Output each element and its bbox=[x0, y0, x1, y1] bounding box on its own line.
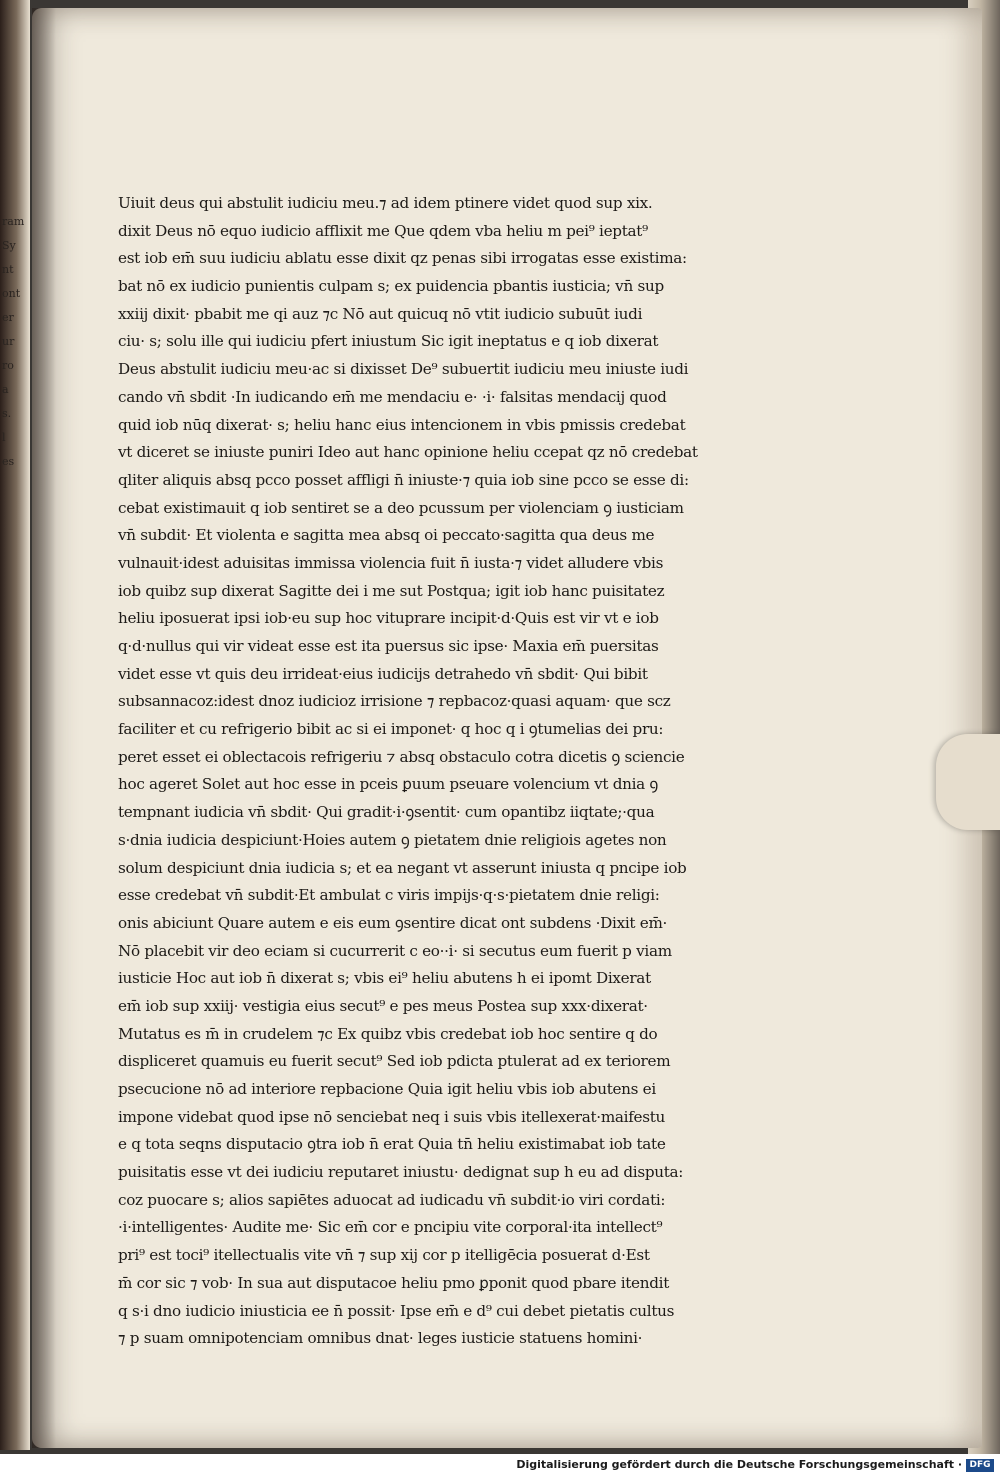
text-line: s·dnia iudicia despiciunt·Hoies autem ꝯ pietatem dnie religiois agetes non bbox=[118, 830, 667, 849]
text-line: xxiij dixit· pbabit me qi auz ⁊c Nō aut quicuq nō vtit iudicio subuūt iudi bbox=[118, 304, 643, 323]
text-line: ⁊ p suam omnipotenciam omnibus dnat· leges iusticie statuens homini· bbox=[118, 1329, 643, 1348]
digitization-credit: Digitalisierung gefördert durch die Deutsche Forschungsgemeinschaft · bbox=[516, 1458, 962, 1471]
text-line: cando vn̄ sbdit ·In iudicando em̄ me mendaciu e· ·i· falsitas mendacij quod bbox=[118, 387, 667, 406]
text-column bbox=[118, 190, 768, 1353]
facing-page-edge bbox=[0, 0, 30, 1450]
text-line: est iob em̄ suu iudiciu ablatu esse dixit qz penas sibi irrogatas esse existima: bbox=[118, 249, 687, 268]
facing-page-fragment: ro bbox=[2, 359, 14, 372]
text-line: m̄ cor sic ⁊ vob· In sua aut disputacoe heliu pmo ꝑponit quod pbare itendit bbox=[118, 1273, 670, 1292]
text-line: vt diceret se iniuste puniri Ideo aut hanc opinione heliu ccepat qz nō credebat bbox=[118, 443, 698, 462]
facing-page-fragment: ram bbox=[2, 215, 25, 228]
text-line: ·i·intelligentes· Audite me· Sic em̄ cor e pncipiu vite corporal·ita intellect⁹ bbox=[118, 1218, 663, 1237]
text-line: vn̄ subdit· Et violenta e sagitta mea absq oi peccato·sagitta qua deus me bbox=[118, 526, 655, 545]
text-line: iusticie Hoc aut iob n̄ dixerat s; vbis ei⁹ heliu abutens h ei ipomt Dixerat bbox=[118, 969, 651, 988]
text-line: hoc ageret Solet aut hoc esse in pceis ꝑuum pseuare volencium vt dnia ꝯ bbox=[118, 775, 659, 794]
text-line: dixit Deus nō equo iudicio afflixit me Que qdem vba heliu m pei⁹ ieptat⁹ bbox=[118, 221, 648, 240]
facing-page-fragment: ont bbox=[2, 287, 21, 300]
facing-page-fragment: ur bbox=[2, 335, 15, 348]
text-line: q·d·nullus qui vir videat esse est ita puersus sic ipse· Maxia em̄ puersitas bbox=[118, 637, 659, 655]
text-line: heliu iposuerat ipsi iob·eu sup hoc vituprare incipit·d·Quis est vir vt e iob bbox=[118, 609, 659, 628]
facing-page-text bbox=[2, 210, 28, 970]
footer-bar bbox=[0, 1454, 1000, 1478]
text-line: faciliter et cu refrigerio bibit ac si ei imponet· q hoc q i ꝯtumelias dei pru: bbox=[118, 720, 664, 739]
text-line: tempnant iudicia vn̄ sbdit· Qui gradit·i·ꝯsentit· cum opantibz iiqtate;·qua bbox=[118, 803, 655, 822]
text-line: peret esset ei oblectacois refrigeriu ⁊ absq obstaculo cotra dicetis ꝯ sciencie bbox=[118, 747, 685, 766]
text-line: onis abiciunt Quare autem e eis eum ꝯsentire dicat ont subdens ·Dixit em̄· bbox=[118, 913, 668, 932]
text-line: ciu· s; solu ille qui iudiciu pfert iniustum Sic igit ineptatus e q iob dixerat bbox=[118, 332, 659, 351]
facing-page-fragment: er bbox=[2, 311, 14, 324]
text-line: impone videbat quod ipse nō senciebat neq i suis vbis itellexerat·maifestu bbox=[118, 1107, 666, 1126]
text-line: vulnauit·idest aduisitas immissa violencia fuit n̄ iusta·⁊ videt alludere vbis bbox=[118, 553, 664, 572]
text-line: iob quibz sup dixerat Sagitte dei i me sut Postqua; igit iob hanc puisitatez bbox=[118, 581, 665, 600]
text-line: Deus abstulit iudiciu meu·ac si dixisset De⁹ subuertit iudiciu meu iniuste iudi bbox=[118, 360, 689, 379]
facing-page-fragment: nt bbox=[2, 263, 14, 276]
text-line: subsannacoz:idest dnoz iudicioz irrisione ⁊ repbacoz·quasi aquam· que scz bbox=[118, 692, 671, 711]
text-line: videt esse vt quis deu irrideat·eius iudicijs detrahedo vn̄ sbdit· Qui bibit bbox=[118, 664, 648, 683]
text-line: coz puocare s; alios sapiētes aduocat ad iudicadu vn̄ subdit·io viri cordati: bbox=[118, 1190, 666, 1209]
binding-shadow bbox=[32, 8, 56, 1448]
text-line: qliter aliquis absq pcco posset affligi n̄ iniuste·⁊ quia iob sine pcco se esse di: bbox=[118, 470, 689, 489]
facing-page-fragment: l bbox=[2, 431, 6, 444]
text-line: pri⁹ est toci⁹ itellectualis vite vn̄ ⁊ sup xij cor p itelligēcia posuerat d·Est bbox=[118, 1246, 650, 1265]
text-line: displiceret quamuis eu fuerit secut⁹ Sed iob pdicta ptulerat ad ex teriorem bbox=[118, 1052, 671, 1071]
facing-page-fragment: Sy bbox=[2, 239, 16, 252]
facing-page-fragment: a bbox=[2, 383, 9, 396]
text-line: esse credebat vn̄ subdit·Et ambulat c viris impijs·q·s·pietatem dnie religi: bbox=[118, 886, 660, 905]
text-line: Mutatus es m̄ in crudelem ⁊c Ex quibz vbis credebat iob hoc sentire q do bbox=[118, 1024, 658, 1043]
text-line: solum despiciunt dnia iudicia s; et ea negant vt asserunt iniusta q pncipe iob bbox=[118, 858, 687, 877]
text-line: psecucione nō ad interiore repbacione Quia igit heliu vbis iob abutens ei bbox=[118, 1080, 656, 1098]
text-line: quid iob nūq dixerat· s; heliu hanc eius intencionem in vbis pmissis credebat bbox=[118, 415, 686, 434]
text-line: Nō placebit vir deo eciam si cucurrerit c eo··i· si secutus eum fuerit p viam bbox=[118, 941, 672, 960]
text-line: q s·i dno iudicio iniusticia ee n̄ possit· Ipse em̄ e d⁹ cui debet pietatis cultus bbox=[118, 1301, 675, 1320]
text-line: Uiuit deus qui abstulit iudiciu meu.⁊ ad idem ptinere videt quod sup xix. bbox=[118, 194, 653, 212]
facing-page-fragment: es bbox=[2, 455, 15, 468]
text-line: em̄ iob sup xxiij· vestigia eius secut⁹ e pes meus Postea sup xxx·dixerat· bbox=[118, 996, 648, 1015]
text-line: puisitatis esse vt dei iudiciu reputaret iniustu· dedignat sup h eu ad disputa: bbox=[118, 1163, 684, 1182]
text-line: bat nō ex iudicio punientis culpam s; ex puidencia pbantis iusticia; vn̄ sup bbox=[118, 277, 664, 296]
text-line: e q tota seqns disputacio ꝯtra iob n̄ erat Quia tn̄ heliu existimabat iob tate bbox=[118, 1135, 666, 1154]
text-line: cebat existimauit q iob sentiret se a deo pcussum per violenciam ꝯ iusticiam bbox=[118, 498, 684, 517]
dfg-logo: DFG bbox=[966, 1459, 994, 1472]
clasp-tab bbox=[936, 734, 1000, 830]
facing-page-fragment: s. bbox=[2, 407, 12, 420]
